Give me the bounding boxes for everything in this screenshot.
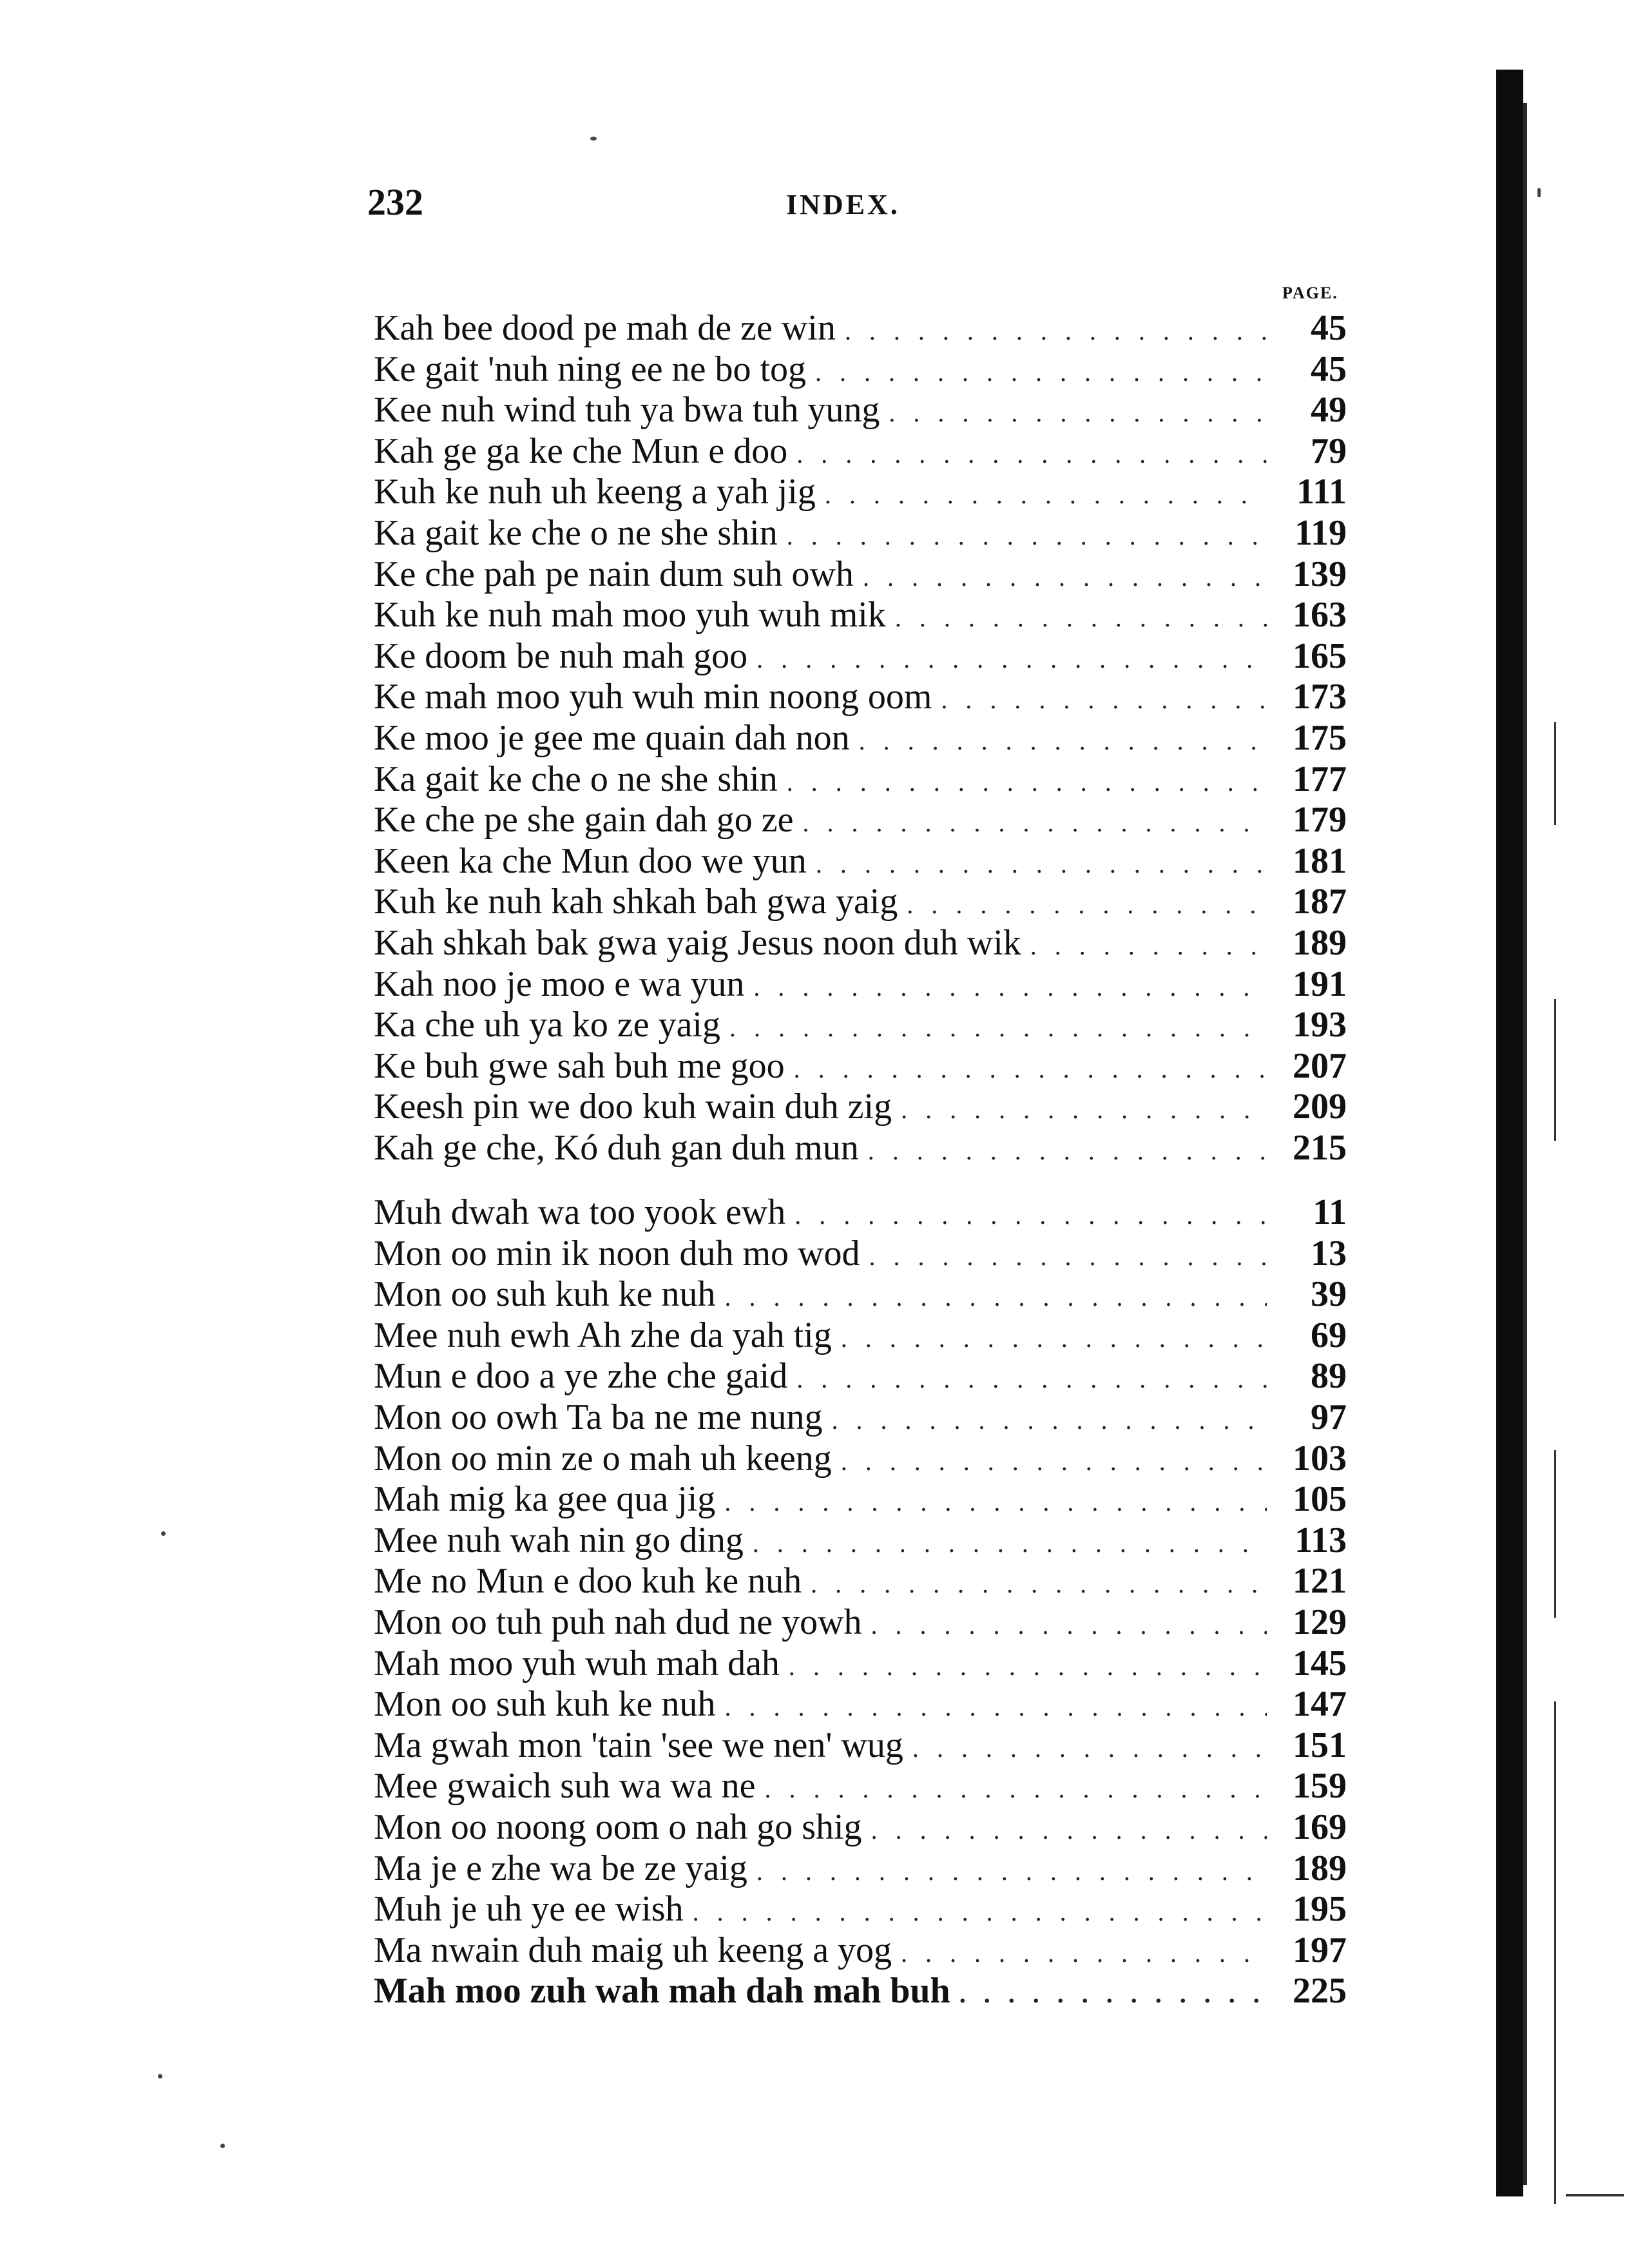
- entry-title: Ke gait 'nuh ning ee ne bo tog: [374, 349, 807, 389]
- dot-leader: [871, 1810, 1267, 1851]
- entry-page-number: 225: [1293, 1971, 1347, 2011]
- entry-page-number: 89: [1311, 1356, 1347, 1397]
- entry-page-number: 13: [1311, 1233, 1347, 1274]
- index-entry: [374, 554, 1347, 596]
- entry-title: Kah bee dood pe mah de ze win: [374, 308, 836, 348]
- index-entry: [374, 1889, 1347, 1930]
- entry-page-number: 209: [1293, 1087, 1347, 1127]
- entry-page-number: 97: [1311, 1397, 1347, 1437]
- entry-title: Me no Mun e doo kuh ke nuh: [374, 1561, 802, 1602]
- dot-leader: [803, 802, 1267, 844]
- dot-leader: [825, 474, 1267, 516]
- index-entry: [374, 1439, 1347, 1480]
- entry-title: Kah ge ga ke che Mun e doo: [374, 431, 788, 471]
- page-header: [367, 180, 1360, 232]
- entry-title: Mon oo tuh puh nah dud ne yowh: [374, 1602, 862, 1642]
- index-entry: [374, 800, 1347, 841]
- dot-leader: [811, 1564, 1267, 1605]
- page-edge-line: [1554, 999, 1556, 1141]
- entry-page-number: 179: [1293, 800, 1347, 840]
- entry-page-number: 103: [1293, 1438, 1347, 1478]
- index-entry: [374, 1602, 1347, 1643]
- dot-leader: [764, 1769, 1267, 1810]
- index-entry: [374, 1046, 1347, 1087]
- entry-page-number: 215: [1293, 1127, 1347, 1168]
- index-entry: [374, 923, 1347, 964]
- binding-edge: [1496, 70, 1523, 2196]
- page-edge-line: [1554, 1701, 1556, 2204]
- index-entry: [374, 595, 1347, 636]
- entry-page-number: 113: [1295, 1520, 1347, 1560]
- entry-page-number: 119: [1295, 512, 1347, 553]
- index-section-k: [374, 308, 1347, 1168]
- index-entry: [374, 1725, 1347, 1767]
- entry-title: Kuh ke nuh kah shkah bah gwa yaig: [374, 882, 898, 922]
- dot-leader: [753, 1523, 1267, 1564]
- entry-page-number: 45: [1311, 308, 1347, 348]
- index-entry: [374, 1192, 1347, 1234]
- dot-leader: [907, 884, 1267, 926]
- index-entry: [374, 1128, 1347, 1169]
- entry-title: Mah mig ka gee qua jig: [374, 1479, 716, 1520]
- entry-title: Muh je uh ye ee wish: [374, 1889, 684, 1930]
- dot-leader: [868, 1130, 1267, 1172]
- entry-title: Ka gait ke che o ne she shin: [374, 759, 778, 799]
- index-entry: [374, 759, 1347, 800]
- dot-leader: [724, 1482, 1267, 1523]
- index-entry: [374, 1561, 1347, 1602]
- entry-title: Ke moo je gee me quain dah non: [374, 717, 850, 758]
- binding-edge-shadow: [1523, 103, 1527, 2185]
- entry-title: Keen ka che Mun doo we yun: [374, 840, 807, 881]
- index-entry: [374, 1848, 1347, 1890]
- entry-page-number: 69: [1311, 1315, 1347, 1355]
- page-edge-line: [1554, 722, 1556, 825]
- index-entry: [374, 1005, 1347, 1046]
- entry-title: Mee nuh wah nin go ding: [374, 1520, 744, 1560]
- entry-page-number: 207: [1293, 1045, 1347, 1086]
- dot-leader: [816, 844, 1267, 885]
- dot-leader: [845, 311, 1267, 352]
- entry-page-number: 173: [1293, 677, 1347, 717]
- entry-title: Kah noo je moo e wa yun: [374, 964, 745, 1004]
- entry-title: Mah moo yuh wuh mah dah: [374, 1643, 780, 1683]
- entry-title: Mah moo zuh wah mah dah mah buh: [374, 1971, 950, 2011]
- entry-page-number: 39: [1311, 1274, 1347, 1315]
- index-entry: [374, 1234, 1347, 1275]
- dot-leader: [796, 434, 1267, 475]
- dot-leader: [756, 639, 1267, 680]
- dot-leader: [789, 1646, 1267, 1687]
- entry-title: Ma nwain duh maig uh keeng a yog: [374, 1930, 892, 1970]
- index-section-m: [374, 1192, 1347, 2012]
- dot-leader: [794, 1195, 1267, 1236]
- index-entry: [374, 431, 1347, 472]
- ink-speck: [1537, 188, 1541, 197]
- entry-title: Kuh ke nuh uh keeng a yah jig: [374, 472, 816, 512]
- entry-page-number: 189: [1293, 1848, 1347, 1888]
- entry-title: Kuh ke nuh mah moo yuh wuh mik: [374, 595, 886, 635]
- entry-title: Ke che pe she gain dah go ze: [374, 800, 794, 840]
- index-entry: [374, 636, 1347, 677]
- entry-page-number: 129: [1293, 1602, 1347, 1642]
- entry-page-number: 49: [1311, 390, 1347, 431]
- entry-title: Ke mah moo yuh wuh min noong oom: [374, 677, 932, 717]
- entry-title: Kee nuh wind tuh ya bwa tuh yung: [374, 390, 880, 431]
- dot-leader: [959, 1973, 1267, 2015]
- entry-title: Mon oo min ik noon duh mo wod: [374, 1233, 860, 1274]
- dot-leader: [724, 1277, 1267, 1318]
- index-entry: [374, 1643, 1347, 1685]
- index-entry: [374, 1479, 1347, 1520]
- entry-page-number: 121: [1293, 1561, 1347, 1602]
- dot-leader: [693, 1892, 1267, 1933]
- index-entry: [374, 882, 1347, 923]
- entry-page-number: 191: [1293, 964, 1347, 1004]
- page-edge-foot: [1566, 2194, 1624, 2196]
- index-entry: [374, 1274, 1347, 1315]
- index-entry: [374, 1766, 1347, 1807]
- entry-page-number: 175: [1293, 717, 1347, 758]
- dot-leader: [794, 1049, 1267, 1090]
- dot-leader: [832, 1400, 1267, 1441]
- index-entry: [374, 1930, 1347, 1972]
- entry-title: Mun e doo a ye zhe che gaid: [374, 1356, 788, 1397]
- page-edge-line: [1554, 1450, 1556, 1618]
- dot-leader: [815, 352, 1267, 393]
- entry-page-number: 189: [1293, 922, 1347, 963]
- entry-page-number: 79: [1311, 431, 1347, 471]
- dot-leader: [841, 1441, 1267, 1482]
- ink-speck: [161, 1531, 166, 1536]
- index-entry: [374, 1971, 1347, 2012]
- entry-title: Mon oo owh Ta ba ne me nung: [374, 1397, 823, 1437]
- entry-title: Ke doom be nuh mah goo: [374, 635, 748, 676]
- entry-page-number: 165: [1293, 635, 1347, 676]
- dot-leader: [859, 721, 1267, 762]
- entry-title: Mon oo min ze o mah uh keeng: [374, 1438, 832, 1478]
- entry-title: Mon oo suh kuh ke nuh: [374, 1274, 716, 1315]
- entry-page-number: 159: [1293, 1766, 1347, 1807]
- dot-leader: [756, 1851, 1267, 1892]
- entry-page-number: 111: [1296, 472, 1347, 512]
- entry-page-number: 187: [1293, 882, 1347, 922]
- dot-leader: [724, 1687, 1267, 1728]
- dot-leader: [787, 516, 1267, 557]
- index-entry: [374, 308, 1347, 349]
- dot-leader: [895, 597, 1267, 639]
- entry-page-number: 139: [1293, 554, 1347, 594]
- dot-leader: [787, 762, 1267, 803]
- entry-page-number: 145: [1293, 1643, 1347, 1683]
- page-column-label: PAGE.: [1282, 284, 1338, 302]
- entry-title: Kah ge che, Kó duh gan duh mun: [374, 1127, 859, 1168]
- dot-leader: [863, 557, 1267, 598]
- entry-title: Mee gwaich suh wa wa ne: [374, 1766, 756, 1807]
- index-entry: [374, 1807, 1347, 1848]
- index-entry: [374, 1087, 1347, 1128]
- entry-page-number: 151: [1293, 1725, 1347, 1765]
- running-title: INDEX.: [786, 189, 900, 220]
- dot-leader: [753, 967, 1267, 1008]
- entry-page-number: 177: [1293, 759, 1347, 799]
- index-entry: [374, 964, 1347, 1005]
- index-entry: [374, 513, 1347, 554]
- index-entry: [374, 1520, 1347, 1562]
- dot-leader: [941, 679, 1267, 721]
- entry-page-number: 181: [1293, 840, 1347, 881]
- entry-page-number: 105: [1293, 1479, 1347, 1520]
- entry-title: Ke che pah pe nain dum suh owh: [374, 554, 854, 594]
- entry-page-number: 195: [1293, 1889, 1347, 1930]
- index-entry: [374, 841, 1347, 882]
- entry-page-number: 163: [1293, 595, 1347, 635]
- entry-title: Keesh pin we doo kuh wain duh zig: [374, 1087, 892, 1127]
- entry-page-number: 197: [1293, 1930, 1347, 1970]
- entry-title: Ka gait ke che o ne she shin: [374, 512, 778, 553]
- entry-title: Mon oo suh kuh ke nuh: [374, 1684, 716, 1725]
- entry-title: Ma gwah mon 'tain 'see we nen' wug: [374, 1725, 903, 1765]
- entry-page-number: 147: [1293, 1684, 1347, 1725]
- entry-title: Mee nuh ewh Ah zhe da yah tig: [374, 1315, 832, 1355]
- index-entry: [374, 349, 1347, 391]
- entry-title: Muh dwah wa too yook ewh: [374, 1192, 786, 1232]
- entry-title: Ke buh gwe sah buh me goo: [374, 1045, 785, 1086]
- index-entry: [374, 472, 1347, 513]
- dot-leader: [901, 1089, 1267, 1130]
- dot-leader: [729, 1007, 1267, 1049]
- ink-speck: [590, 137, 597, 141]
- dot-leader: [871, 1605, 1267, 1646]
- index-entry: [374, 1397, 1347, 1439]
- index-entry: [374, 1315, 1347, 1357]
- dot-leader: [901, 1933, 1267, 1974]
- index-entry: [374, 1356, 1347, 1397]
- dot-leader: [796, 1359, 1267, 1400]
- index-entry: [374, 677, 1347, 718]
- index-entry: [374, 1684, 1347, 1725]
- entry-page-number: 45: [1311, 349, 1347, 389]
- dot-leader: [889, 393, 1267, 434]
- entry-title: Kah shkah bak gwa yaig Jesus noon duh wik: [374, 922, 1021, 963]
- entry-title: Ka che uh ya ko ze yaig: [374, 1005, 720, 1045]
- index-entry: [374, 718, 1347, 759]
- dot-leader: [869, 1236, 1267, 1277]
- page-number: 232: [367, 181, 423, 223]
- entry-page-number: 169: [1293, 1807, 1347, 1847]
- dot-leader: [912, 1728, 1267, 1769]
- ink-speck: [220, 2144, 225, 2148]
- entry-page-number: 193: [1293, 1005, 1347, 1045]
- dot-leader: [841, 1318, 1267, 1359]
- entry-title: Ma je e zhe wa be ze yaig: [374, 1848, 747, 1888]
- entry-title: Mon oo noong oom o nah go shig: [374, 1807, 862, 1847]
- entry-page-number: 11: [1313, 1192, 1347, 1232]
- ink-speck: [158, 2074, 162, 2079]
- index-entry: [374, 390, 1347, 431]
- dot-leader: [1030, 926, 1267, 967]
